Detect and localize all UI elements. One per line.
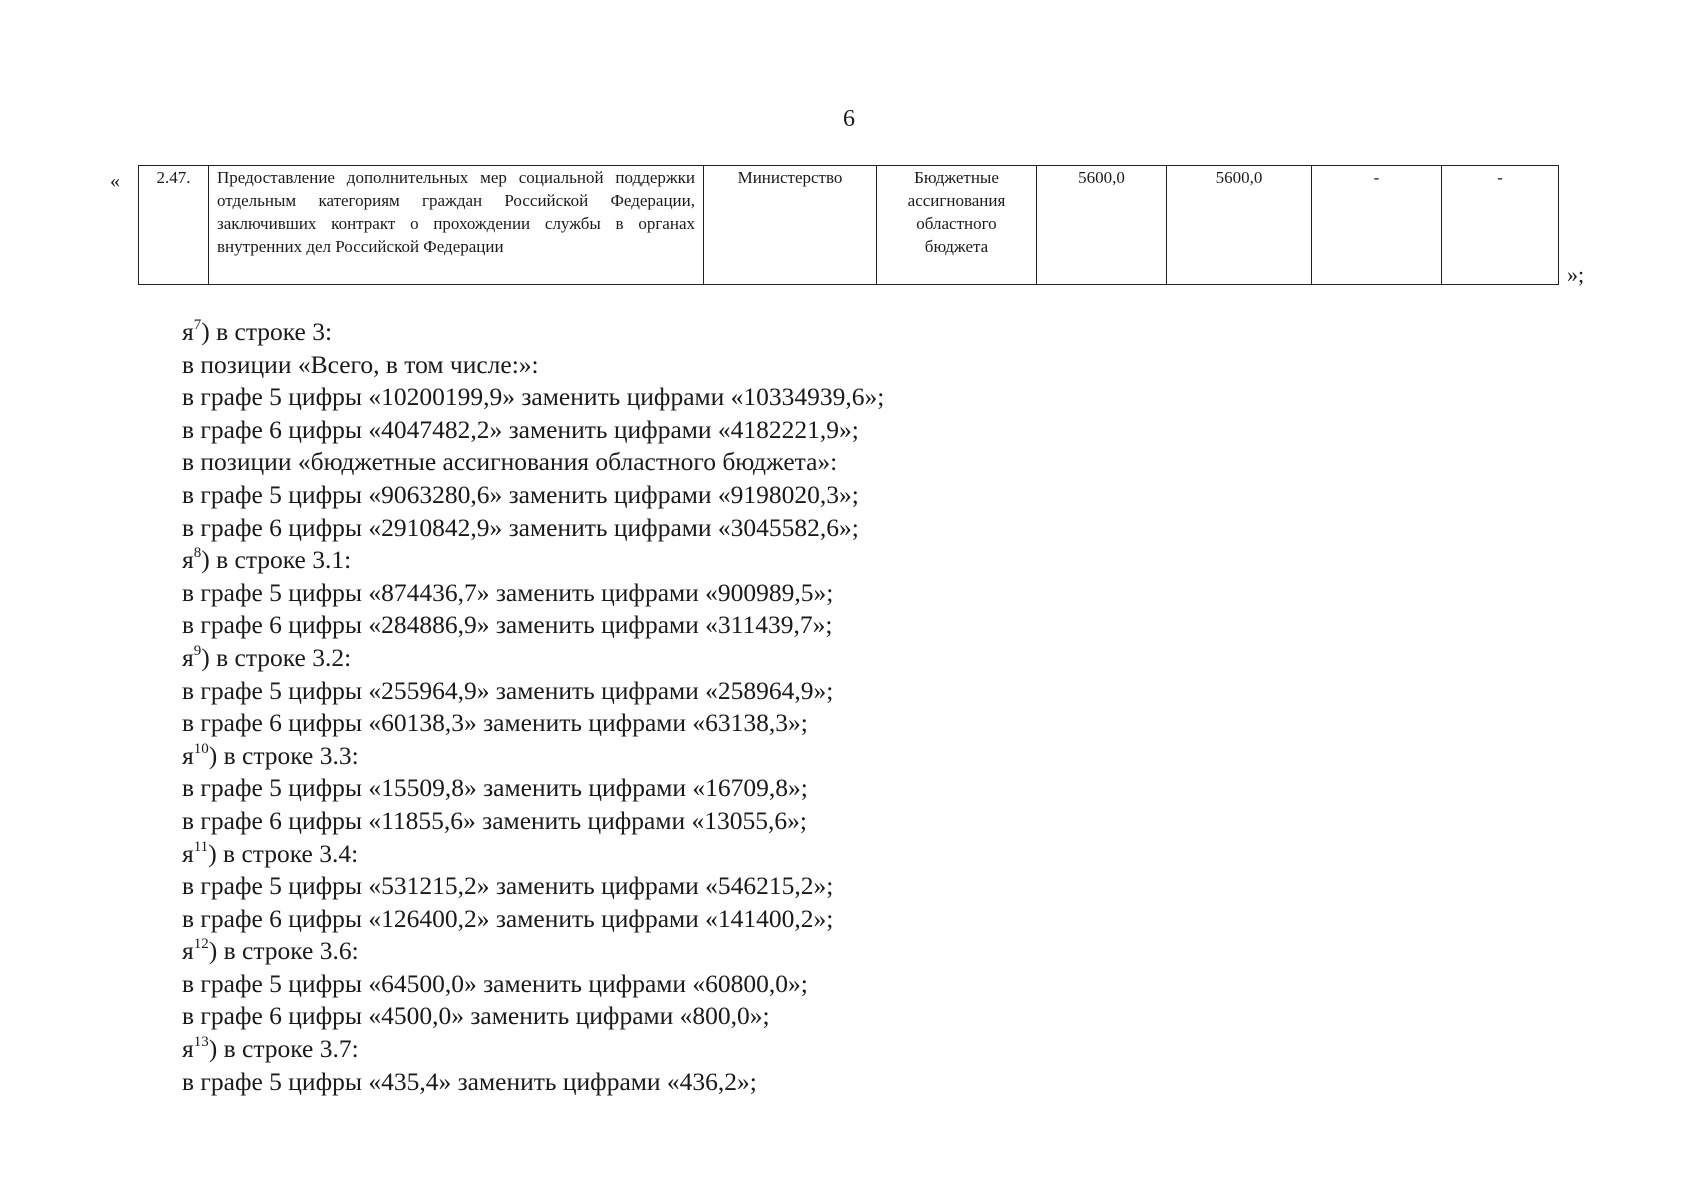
text-line: в позиции «Всего, в том числе:»: (182, 349, 539, 379)
subpoint-index: 11 (193, 838, 209, 855)
text-line: в графе 6 цифры «4500,0» заменить цифрами «800,0»; (182, 1001, 770, 1031)
text-line: в графе 5 цифры «10200199,9» заменить цифрами «10334939,6»; (182, 382, 885, 412)
subpoint-index: 8 (193, 545, 202, 562)
table-row (139, 166, 1559, 285)
text-line: в графе 5 цифры «255964,9» заменить цифрами «258964,9»; (182, 675, 834, 705)
text-line: в графе 5 цифры «9063280,6» заменить цифрами «9198020,3»; (182, 479, 859, 509)
subpoint-index: 12 (193, 936, 209, 953)
subpoint-text: ) в строке 3.3: (208, 740, 359, 770)
subpoint-text: ) в строке 3.2: (201, 642, 352, 672)
amendment-table (138, 165, 1559, 285)
subpoint-letter: я (182, 838, 194, 868)
text-line: в графе 6 цифры «284886,9» заменить цифрами «311439,7»; (182, 610, 833, 640)
subpoint-letter: я (182, 545, 194, 575)
subpoint-text: ) в строке 3.4: (208, 838, 359, 868)
row-description: Предоставление дополнительных мер социальной поддержки отдельным категориям граждан Российской Федерации, заключивших контракт о прохождении службы в органах внутренних дел Российской Федерации (209, 166, 704, 285)
amendment-text (182, 316, 1482, 1098)
subpoint-heading (182, 642, 1482, 675)
row-funding-source: Бюджетные ассигнования областного бюджета (877, 166, 1037, 285)
subpoint-heading (182, 838, 1482, 871)
text-line: в графе 6 цифры «11855,6» заменить цифрами «13055,6»; (182, 805, 807, 835)
subpoint-index: 10 (193, 740, 209, 757)
opening-quote: « (110, 170, 120, 192)
row-value-year: 5600,0 (1167, 166, 1312, 285)
row-executor: Министерство (704, 166, 877, 285)
text-line: в графе 5 цифры «874436,7» заменить цифрами «900989,5»; (182, 577, 834, 607)
text-line: в графе 6 цифры «2910842,9» заменить цифрами «3045582,6»; (182, 512, 859, 542)
subpoint-index: 9 (193, 642, 202, 659)
closing-quote: »; (1567, 262, 1585, 287)
subpoint-letter: я (182, 740, 194, 770)
subpoint-index: 13 (193, 1034, 209, 1051)
subpoint-letter: я (182, 936, 194, 966)
subpoint-text: ) в строке 3: (201, 317, 333, 346)
row-number: 2.47. (139, 166, 209, 285)
subpoint-heading (182, 935, 1482, 968)
subpoint-heading (182, 316, 1482, 349)
text-line: в позиции «бюджетные ассигнования областного бюджета»: (182, 447, 838, 477)
subpoint-letter: я (182, 317, 194, 346)
row-value-total: 5600,0 (1037, 166, 1167, 285)
subpoint-text: ) в строке 3.6: (208, 936, 359, 966)
subpoint-heading (182, 1033, 1482, 1066)
text-line: в графе 5 цифры «435,4» заменить цифрами «436,2»; (182, 1066, 757, 1096)
row-value-empty-2: - (1442, 166, 1559, 285)
subpoint-letter: я (182, 642, 194, 672)
text-line: в графе 5 цифры «15509,8» заменить цифрами «16709,8»; (182, 773, 808, 803)
subpoint-text: ) в строке 3.1: (201, 545, 352, 575)
subpoint-letter: я (182, 1034, 194, 1064)
text-line: в графе 6 цифры «4047482,2» заменить цифрами «4182221,9»; (182, 414, 859, 444)
text-line: в графе 6 цифры «60138,3» заменить цифрами «63138,3»; (182, 708, 808, 738)
text-line: в графе 6 цифры «126400,2» заменить цифрами «141400,2»; (182, 903, 834, 933)
page-number: 6 (843, 106, 855, 132)
text-line: в графе 5 цифры «64500,0» заменить цифрами «60800,0»; (182, 968, 808, 998)
subpoint-index: 7 (193, 317, 202, 333)
subpoint-heading (182, 740, 1482, 773)
row-value-empty-1: - (1312, 166, 1442, 285)
text-line: в графе 5 цифры «531215,2» заменить цифрами «546215,2»; (182, 871, 834, 901)
subpoint-heading (182, 544, 1482, 577)
subpoint-text: ) в строке 3.7: (208, 1034, 359, 1064)
